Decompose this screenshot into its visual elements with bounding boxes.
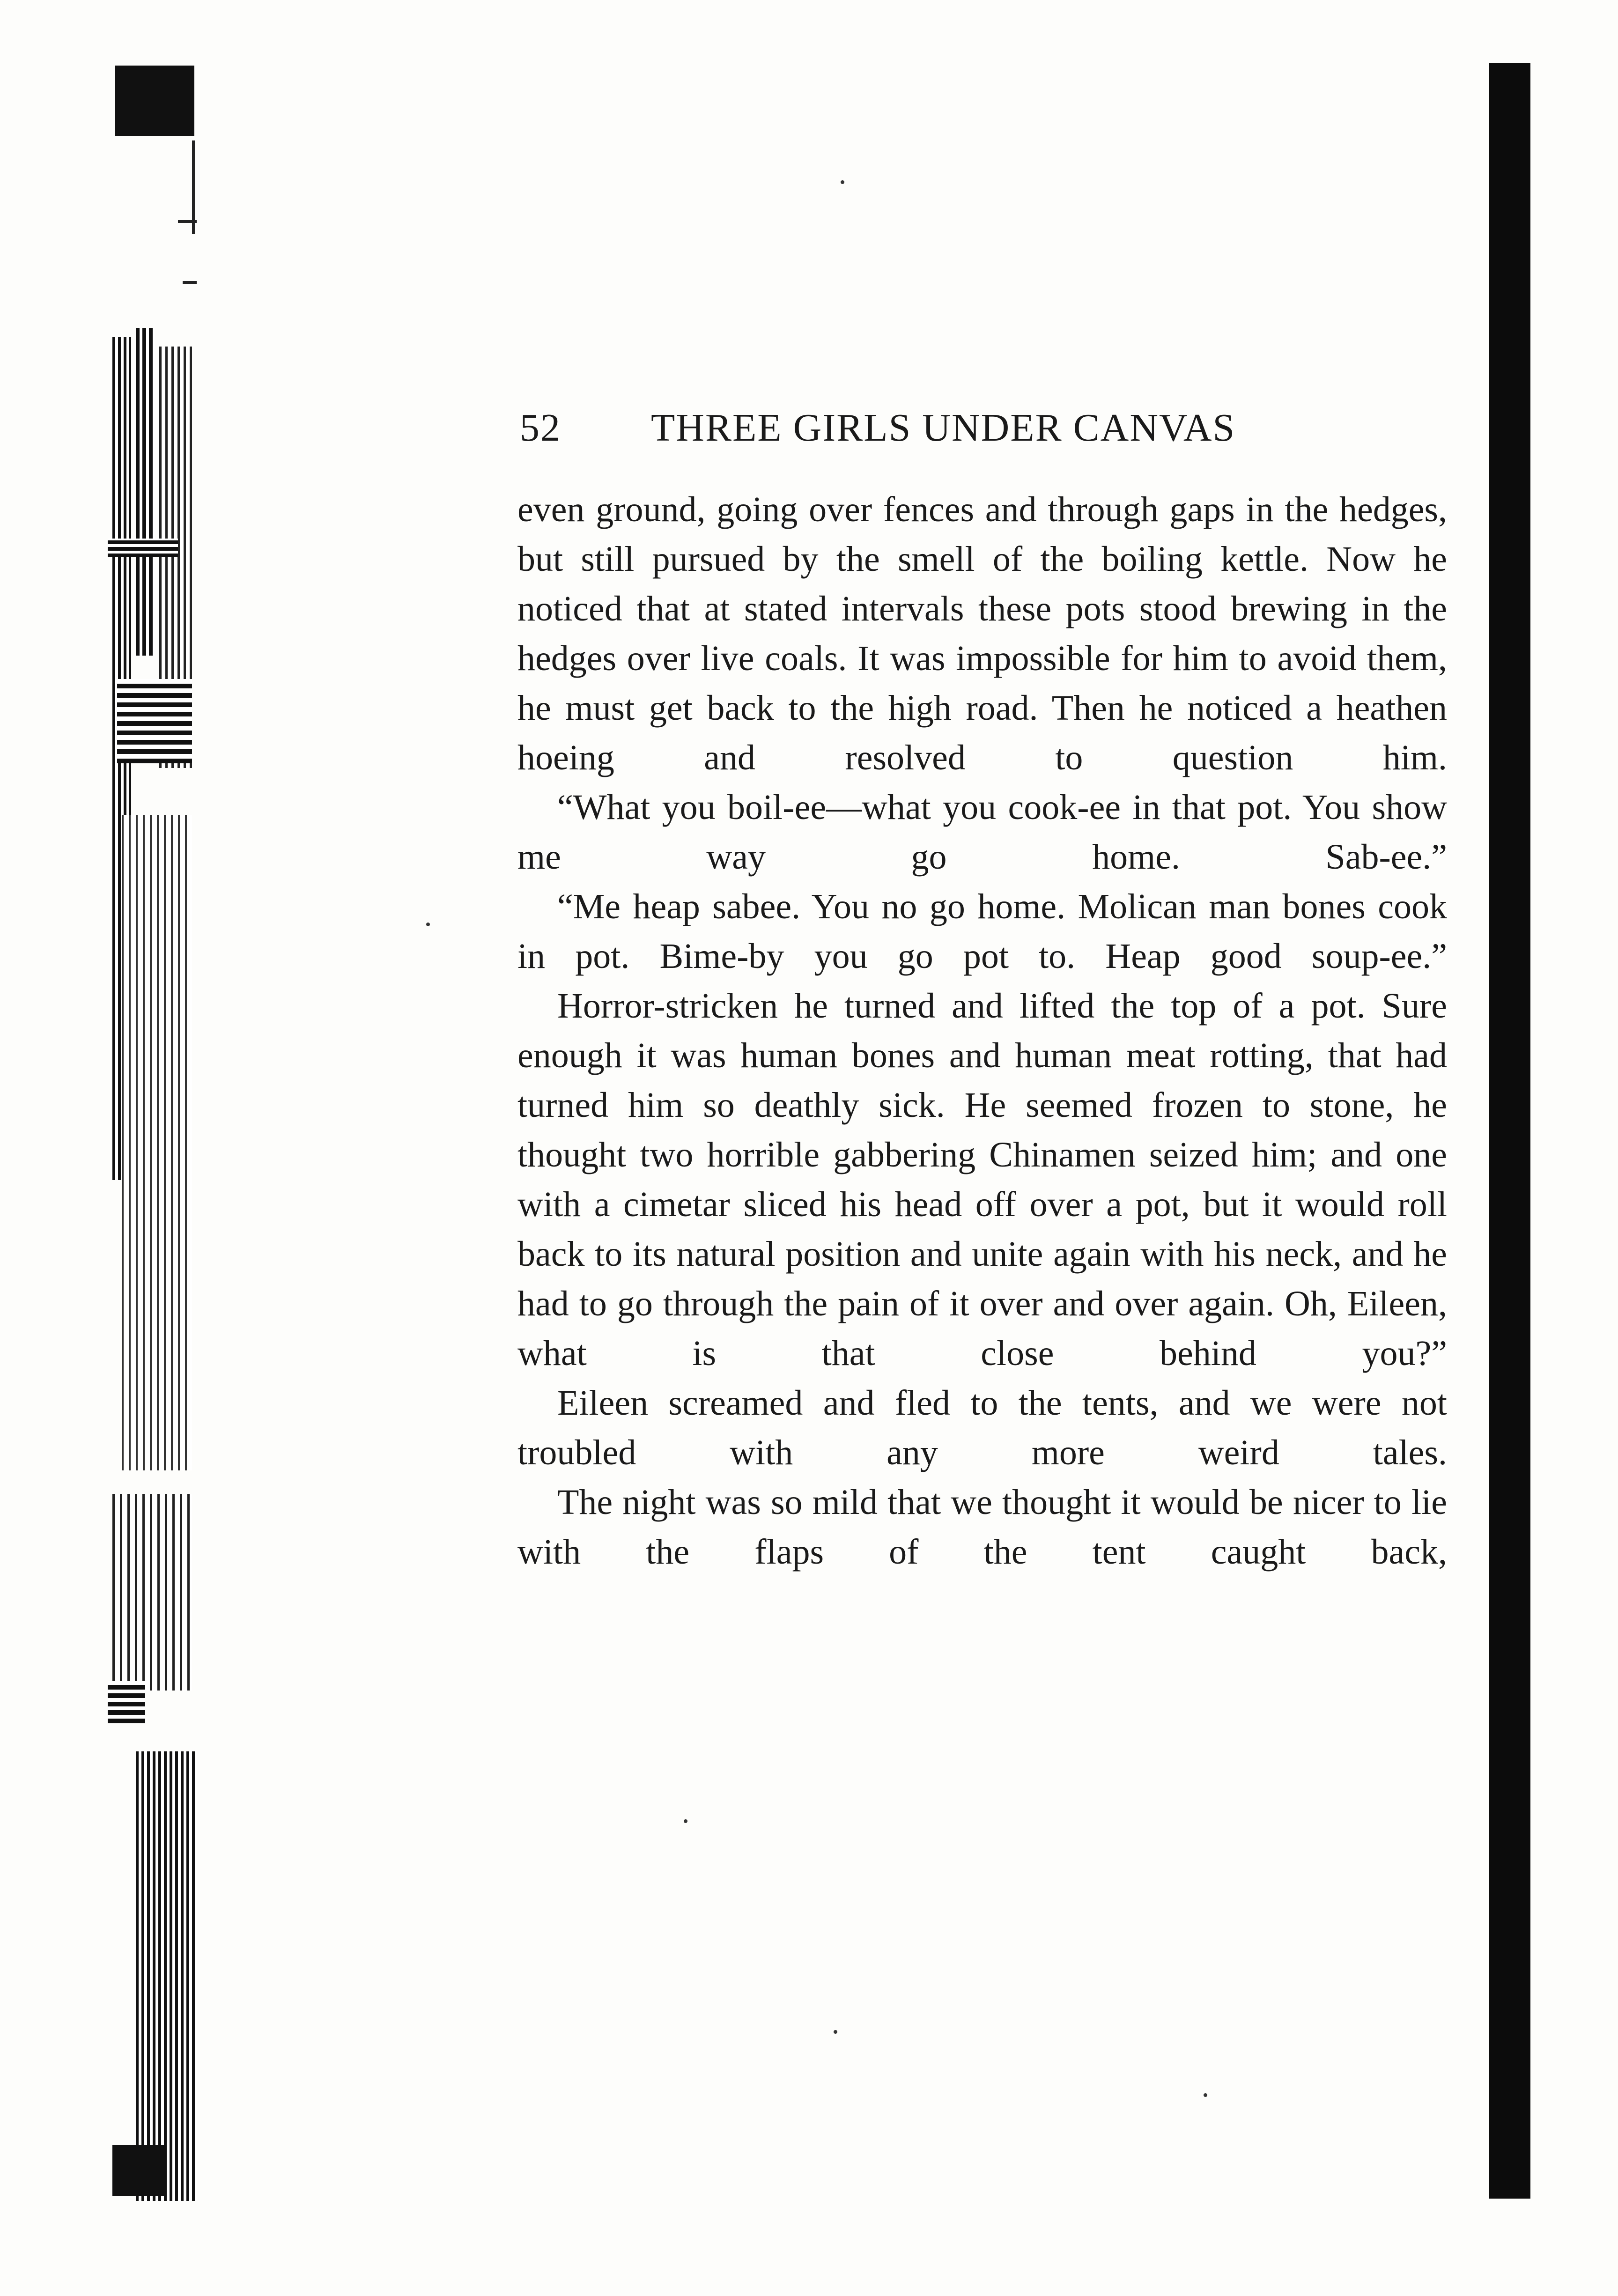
running-title: THREE GIRLS UNDER CANVAS: [651, 406, 1236, 450]
binding-mark: [108, 1681, 145, 1723]
body-text: [517, 485, 1447, 1577]
scanned-binding-edge: [108, 66, 215, 2201]
paragraph: “Me heap sabee. You no go home. Molican man bones cook in pot. Bime-by you go pot to. Heap good soup-ee.”: [517, 887, 1447, 976]
right-margin-bar: [1489, 63, 1530, 2199]
scan-speck: [834, 2030, 837, 2034]
page-number: 52: [520, 406, 561, 450]
binding-mark: [183, 281, 197, 284]
binding-mark: [112, 1494, 192, 1691]
scan-speck: [426, 923, 430, 926]
paragraph: Horror-stricken he turned and lifted the top of a pot. Sure enough it was human bones and human meat rotting, that had turned him so deathly sick. He seemed frozen to stone, he thought two horrible gabbering Chinamen seized him; and one with a cimetar sliced his head off over a pot, but it would roll back to its natural position and unite again with his neck, and he had to go through the pain of it over and over again. Oh, Eileen, what is that close behind you?”: [517, 986, 1447, 1373]
paragraph: “What you boil-ee—what you cook-ee in that pot. You show me way go home. Sab-ee.”: [517, 788, 1447, 877]
binding-mark: [122, 815, 192, 1470]
scan-speck: [684, 1819, 687, 1823]
binding-mark: [115, 66, 194, 136]
binding-mark: [108, 539, 178, 557]
binding-mark: [117, 679, 192, 763]
binding-mark: [178, 220, 197, 223]
scan-speck: [1204, 2093, 1207, 2097]
scan-speck: [841, 180, 844, 184]
paragraph: even ground, going over fences and through gaps in the hedges, but still pursued by the smell of the boiling kettle. Now he noticed that at stated intervals these pots stood brewing in the hedges over live coals. It was impossible for him to avoid them, he must get back to the high road. Then he noticed a heathen hoeing and resolved to question him.: [517, 490, 1447, 777]
binding-mark: [136, 328, 155, 656]
paragraph: Eileen screamed and fled to the tents, and we were not troubled with any more weird tales.: [517, 1383, 1447, 1472]
paragraph: The night was so mild that we thought it would be nicer to lie with the flaps of the tent caught back,: [517, 1483, 1447, 1572]
binding-mark: [112, 2145, 164, 2196]
binding-mark: [136, 1751, 197, 2201]
page-header: [520, 405, 1456, 457]
